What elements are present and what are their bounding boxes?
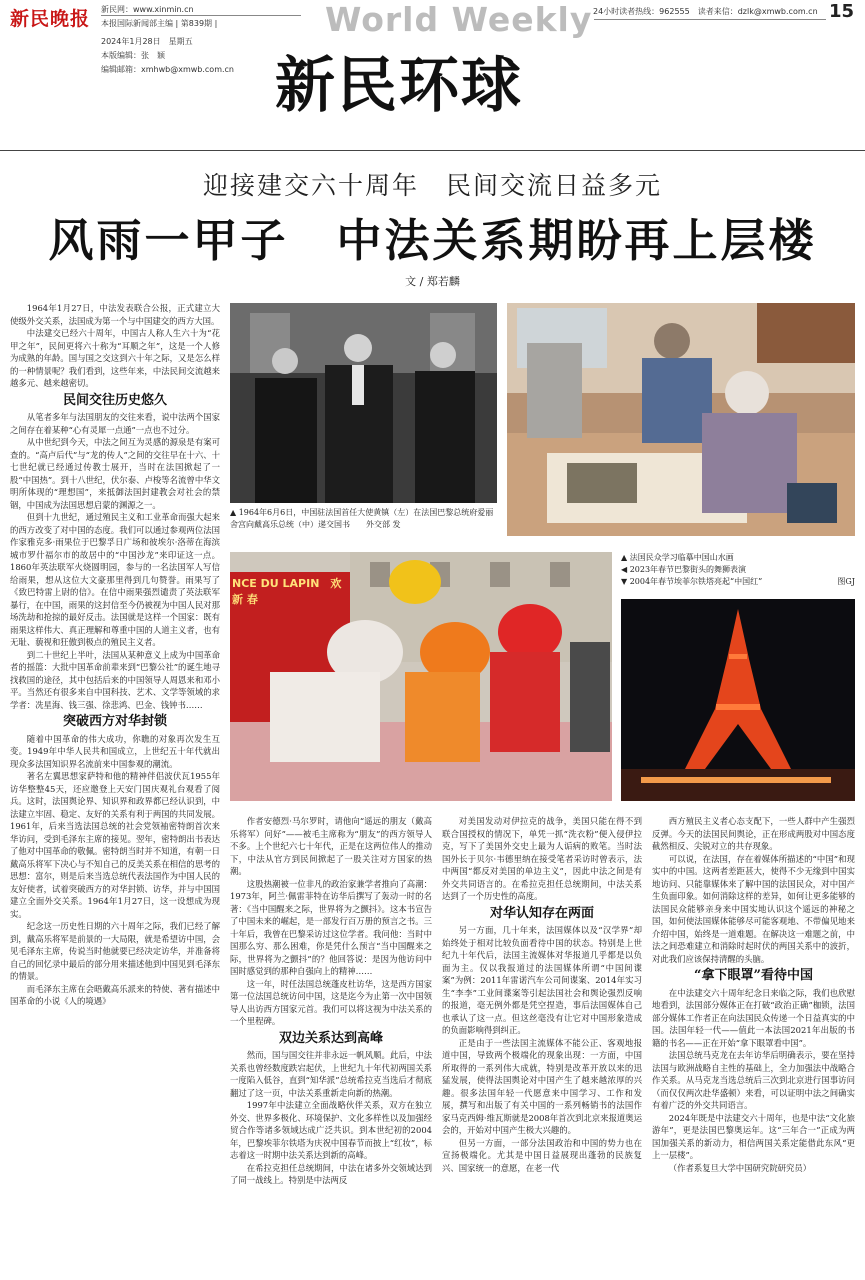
article-column-1: [10, 302, 220, 1008]
hotline-rule: [594, 19, 826, 20]
article-headline: 风雨一甲子 中法关系期盼再上层楼: [48, 214, 817, 267]
section-subheading: 双边关系达到高峰: [278, 1030, 383, 1046]
photo2-caption-line: ▼ 2004年春节埃菲尔铁塔亮起“中国红”: [621, 577, 763, 586]
section-subheading: 对华认知存在两面: [489, 905, 594, 921]
article-paragraph: 法国总统马克龙在去年访华后明确表示，要在坚持法国与欧洲战略自主性的基础上，全力加强法中战略合作关系。从马克龙当选总统后三次到北京进行国事访问（而仅仅两次赴华盛顿）来看，可以证明中法之间确实有着广泛的外交共同语言。: [652, 1050, 855, 1110]
photo-eiffel-graphic: [621, 599, 855, 801]
article-paragraph: 这股热潮被一位非凡的政治家兼学者推向了高潮：1973年，阿兰·佩雷菲特在访华后撰写了轰动一时的名著：《当中国醒来之际，世界将为之颤抖》。这本书宣告了中国未来的崛起，是一部发行百万册的预言之书。三十年后，我曾在巴黎采访过这位学者。我问他：当时中国那么穷、那么困难，你是凭什么预言“当中国醒来之际，世界将为之颤抖”的？他回答说：是因为他访问中国时感觉到的那种自强向上的精神……: [230, 878, 432, 976]
section-subheading: 突破西方对华封锁: [62, 714, 167, 729]
photo-painting-class: [507, 303, 855, 536]
article-column-2: [230, 815, 432, 1187]
article-byline: 文 / 郑若麟: [405, 275, 460, 288]
article-paragraph: 西方殖民主义者心态支配下，一些人群中产生强烈反弹。今天的法国民间舆论，正在形成两股对中国态度截然相反、尖锐对立的共存现象。: [652, 816, 855, 851]
article-paragraph: 1964年1月27日，中法发表联合公报，正式建立大使级外交关系，法国成为第一个与中国建交的西方大国。: [10, 303, 220, 326]
article-paragraph: 从中世纪到今天，中法之间互为灵感的源泉是有案可查的。“高卢后代”与“龙的传人”之间的交往早在十六、十七世纪就已经通过传教士展开，当时在法国掀起了一股“中国热”。到十八世纪，伏尔泰、卢梭等名流曾中华文明所体现的“理想国”，来抵御法国封建教会对社会的禁锢，中国成为法国思想启蒙的渊源之一。: [10, 437, 220, 510]
newspaper-logo: 新民晚报: [10, 8, 91, 30]
reader-hotline: 24小时读者热线：962555 读者来信：dzlk@xmwb.com.cn: [593, 7, 818, 16]
page-number: 15: [829, 1, 855, 22]
article-paragraph: 正是由于一些法国主流媒体不能公正、客观地报道中国，导致两个极端化的现象出现：一方面，中国所取得的一系列伟大成就，特别是改革开放以来的迅猛发展，使得法国舆论对中国产生了越来越浓厚的兴趣。很多法国年轻一代愿意来中国学习、工作和发展，撰写和出版了有关中国的一系列畅销书的法国作家马克西姆·维瓦斯就是2008年首次到北京来报道奥运会的，开始对中国产生极大兴趣的。: [442, 1037, 642, 1135]
article-paragraph: 从笔者多年与法国朋友的交往来看，说中法两个国家之间存在着某种“心有灵犀一点通”一点也不过分。: [10, 412, 220, 435]
article-subtitle: 迎接建交六十周年 民间交流日益多元: [202, 171, 662, 200]
article-paragraph: 著名左翼思想家萨特和他的精神伴侣波伏瓦1955年访华整整45天，还应邀登上天安门国庆观礼台观看了阅兵。这时，法国舆论界、知识界和政界都已经认识到，中法建立牢固、稳定、友好的关系有利于两国的共同发展。1961年，后来当选法国总统的社会党领袖密特朗首次来华访问，受到毛泽东主席的接见。翌年，密特朗出书表达了他对中国革命的敬佩。密特朗当时并不知道，有朝一日戴高乐将军下决心与不知自己的反美关系在相信的思考的思想：富尔，则是后来当选总统代表法国作为中国人民的友好使者，试着突破西方的对华封锁、访华，并与中国国建立全面外交关系。1964年1月27日，这一设想成为现实。: [10, 771, 220, 919]
article-column-3: [442, 815, 642, 1174]
article-column-4: [652, 815, 855, 1174]
photo1-caption: ▲ 1964年6月6日，中国驻法国首任大使黄镇（左）在法国巴黎总统府爱丽舍宫向戴高乐总统（中）递交国书 外交部 发: [230, 508, 494, 529]
photo-eiffel-tower-red: [621, 599, 855, 801]
article-paragraph: 在希拉克担任总统期间，中法在诸多外交领域达到了同一战线上。特别是中法两反: [230, 1162, 432, 1185]
photo-1964-graphic: [230, 303, 497, 503]
article-paragraph: 可以说，在法国，存在着媒体所描述的“中国”和现实中的中国。这两者差距甚大，使得不少无缘到中国实地访问、只能靠媒体来了解中国的法国民众，对中国产生负面印象。如何消除这样的差异，如何让更多能够的法国民众能够亲身来中国实地认识这个遥远的神秘之国，如何使法国媒体能够尽可能客观地、不带偏见地来介绍中国，始终是一道难题。在解决这一难题之前，中法之间恐难建立和消除时起时伏的两国关系中的波折，对此我们应该保持清醒的头脑。: [652, 853, 855, 964]
article-paragraph: 对美国发动对伊拉克的战争，美国只能在得不到联合国授权的情况下，单凭一抓“洗衣粉”便入侵伊拉克，写下了美国外交史上最为人诟病的败笔。当时法国外长于贝尔·韦德里纳在接受笔者采访时曾表示，法中两国“都反对美国的单边主义”，因此中法之间是有外交共同语言的。在希拉克担任总统期间，中法关系达到了一个历史性的高度。: [442, 816, 642, 901]
article-paragraph: 但到十九世纪，通过殖民主义和工业革命而强大起来的西方改变了对中国的态度。我们可以通过参观两位法国作家雅克多·雨果位于巴黎孚日广场和彼埃尔·洛蒂在海滨城市罗什福尔市的故居中的“中国沙龙”来印证这一点。1860年英法联军火烧圆明园，参与的一名法国军人写信给雨果，想从这位大文豪那里得到几句赞誉。雨果写了《致巴特雷上尉的信》。在信中雨果强烈谴责了英法联军暴行，在中国，雨果的这封信至今仍被视为中国人民对那场洗劫和抢掠的最好反击。法国就是这样一个国家：既有雨果这样伟大、真正理解和尊重中国的人道主义者，也有无耻、藐视和狂傲到极点的殖民主义者。: [10, 512, 220, 647]
photo2-caption-line: ▲ 法国民众学习临摹中国山水画: [621, 553, 734, 562]
site-url: 新民网：www.xinmin.cn: [101, 5, 194, 14]
article-paragraph: 而毛泽东主席在会晤戴高乐派来的特使、著有描述中国革命的小说《人的境遇》: [10, 983, 220, 1006]
masthead-bottom-rule: [0, 150, 865, 151]
photo2-caption: [621, 552, 855, 588]
section-subheading: “拿下眼罩”看待中国: [694, 968, 813, 983]
page-editor: 本版编辑：张 颖: [101, 51, 165, 60]
article-paragraph: 在中法建交六十周年纪念日来临之际，我们也欣慰地看到，法国部分媒体正在打破“政治正确”枷锁，法国部分媒体工作者正在向法国民众传递一个日益真实的中国。法国年轻一代——值此一本法国2021年出版的书籍的书名——正在开始“拿下眼罩看中国”。: [652, 987, 855, 1048]
photo-painting-graphic: [507, 303, 855, 536]
photo2-caption-line: ◀ 2023年春节巴黎街头的舞狮表演: [621, 565, 747, 574]
photo2-credit: 图GJ: [837, 577, 855, 586]
article-paragraph: 然而，国与国交往并非永远一帆风顺。此后，中法关系也曾经数度跌宕起伏，上世纪九十年代初两国关系一度陷入低谷，直到“知华派”总统希拉克当选后才彻底翻过了这一页，中法关系重新走向新的热潮。: [230, 1050, 432, 1098]
edition-info: 本报国际新闻部主编 | 第839期 |: [101, 19, 218, 28]
article-paragraph: 这一年，时任法国总统蓬皮杜访华，这是西方国家第一位法国总统访问中国，这是迄今为止第一次中国领导人出访西方国家元首。我们可以将这视为中法关系的一个里程碑。: [230, 978, 432, 1026]
article-paragraph: 中法建交已经六十周年，中国古人称人生六十为“花甲之年”，民间更将六十称为“耳顺之年”，这是一个人修为成熟的年龄。国与国之交这到六十年之际，又是怎么样的一种情景呢？我们看到，这些年来，中法民间交流越来越多元、越来越密切。: [10, 328, 220, 388]
editor-email: 编辑邮箱：xmhwb@xmwb.com.cn: [101, 65, 235, 74]
section-subheading: 民间交往历史悠久: [62, 392, 167, 408]
article-paragraph: 作者安德烈·马尔罗时，请他向“遥远的朋友（戴高乐将军）问好”——被毛主席称为“朋友”的西方领导人不多。上个世纪六七十年代，正是在这两位伟人的推动下，中法从官方到民间掀起了一股关注对方国家的热潮。: [230, 816, 432, 876]
article-paragraph: 随着中国革命的伟大成功，你瞧的对象再次发生互变。1949年中华人民共和国成立，上世纪五十年代就出现众多法国知识界名流前来中国参观的潮流。: [10, 733, 220, 769]
article-paragraph: 另一方面，几十年来，法国媒体以及“汉学界”却始终处于相对比较负面看待中国的状态。特别是上世纪九十年代后，法国主流媒体对华报道几乎都是以负面为主。仅以我报道过的法国媒体所谓“中国间谍案”为例：2011年雷诺汽车公司间谍案、2014年实习生“李李”工业间谍案等引起法国社会和舆论强烈反响的报道，毫无例外都是凭空捏造，事后法国媒体自己也承认了这一点。但这丝毫没有让它对中国形象造成的负面影响得到纠正。: [442, 925, 642, 1035]
article-paragraph: 纪念这一历史性日期的六十周年之际，我们已经了解到，戴高乐将军是前景的一大局限，就是希望访中国，会见毛泽东主席，传说当时他就要已经决定访华，并准备将自己的回忆录中最后的部分用来描述他到中国见到毛泽东的情景。: [10, 921, 220, 981]
article-paragraph: 2024年既是中法建交六十周年，也是中法“文化旅游年”，更是法国巴黎奥运年。这“三年合一”正成为两国加强关系的新动力，相信两国关系定能借此东风“更上一层楼”。: [652, 1112, 855, 1160]
photo-1964-credentials: [230, 303, 497, 503]
article-paragraph: 但另一方面，一部分法国政治和中国的势力也在宣扬极端化。尤其是中国日益展现出蓬勃的民族复兴、国家统一的意愿，在老一代: [442, 1137, 642, 1173]
article-paragraph: 1997年中法建立全面战略伙伴关系，双方在独立外交、世界多极化、环境保护、文化多样性以及加强经贸合作等诸多领域达成广泛共识。到本世纪初的2004年，巴黎埃菲尔铁塔为庆祝中国春节而披上“红妆”，标志着这一时期中法关系达到新的高峰。: [230, 1100, 432, 1160]
lion-dance-banner-text: NCE DU LAPIN 欢 新 春: [232, 577, 342, 606]
world-weekly-title: World Weekly: [325, 0, 593, 39]
meta-rule: [101, 15, 301, 16]
section-title: 新民环球: [275, 51, 523, 121]
article-paragraph: （作者系复旦大学中国研究院研究员）: [668, 1162, 812, 1173]
article-paragraph: 到二十世纪上半叶，法国从某种意义上成为中国革命者的摇篮：大批中国革命前辈来到“巴黎公社”的诞生地寻找救国的途径，其中包括后来的中国领导人周恩来和邓小平。当然还有很多来自中国科技、艺术、文学等领域的求学者：冼星海、钱三强、徐悲鸿、巴金、钱钟书……: [10, 649, 220, 710]
issue-date: 2024年1月28日 星期五: [101, 37, 193, 46]
